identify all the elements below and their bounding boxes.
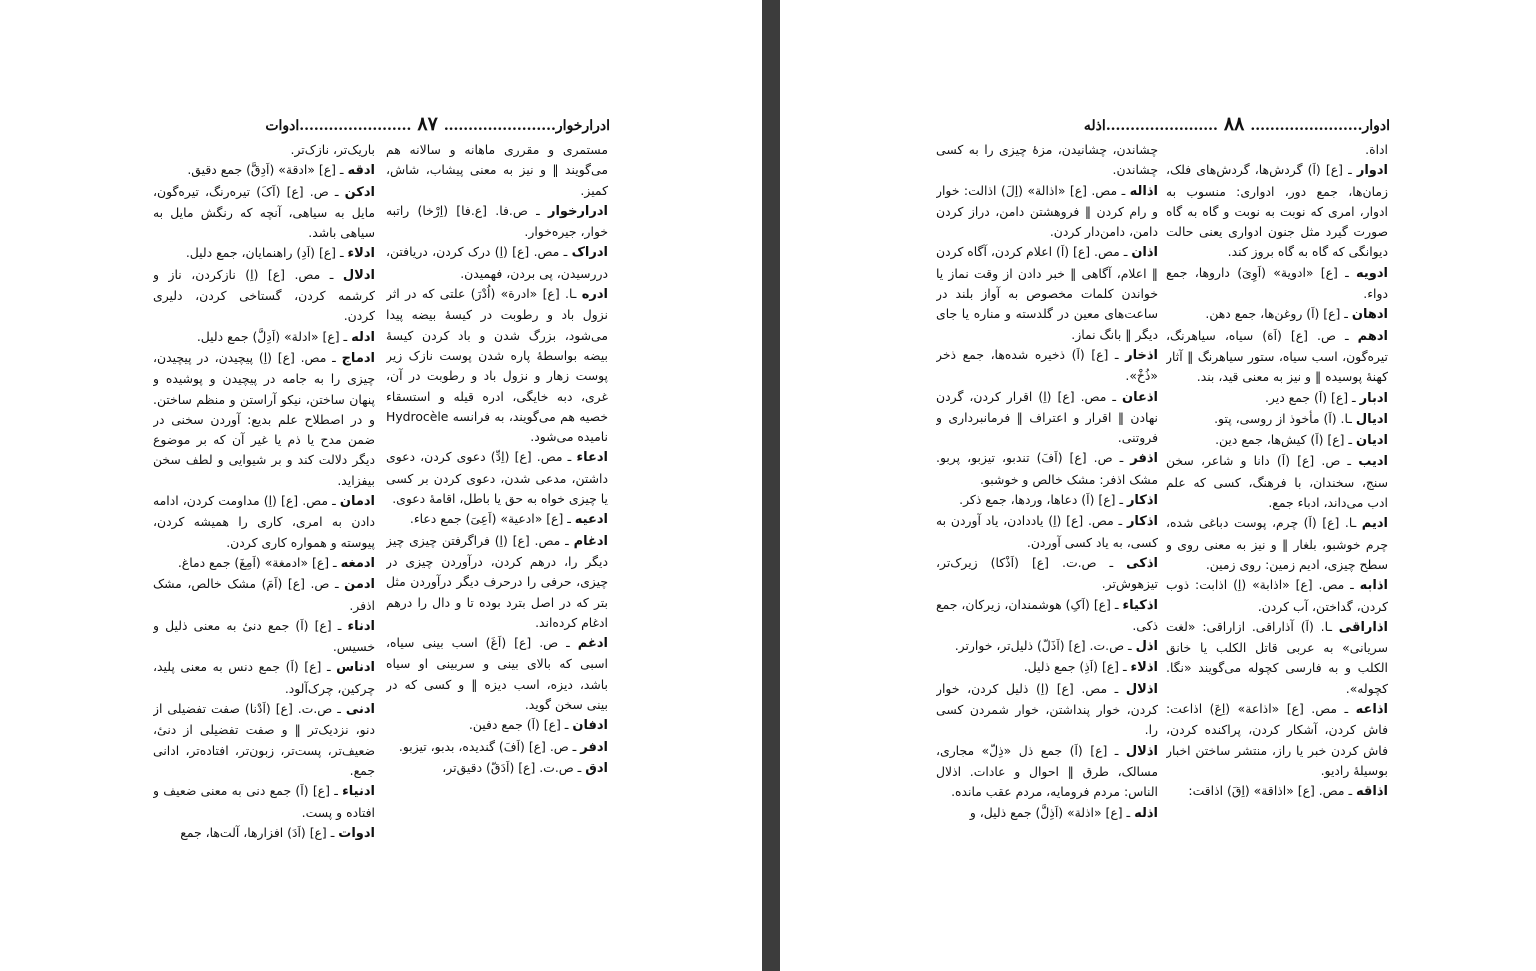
entry-headword: ادلال [342, 267, 375, 283]
entry-definition: ـ [ع] «ادمغة» (اَمِغَ) جمع دماغ. [177, 554, 341, 570]
entry-headword: ادقه [347, 163, 375, 179]
dictionary-entry [386, 201, 608, 243]
header-last-word: ادوات [265, 118, 300, 134]
entry-definition: ـ مص. [ع] «اذابة» (اِ) اذابت: ذوب کردن، گداختن، آب کردن. [1166, 577, 1388, 614]
entry-headword: ادله [351, 329, 375, 345]
entry-definition: ـ [ع] «ادقة» (اَدِقَّ) جمع دقیق. [187, 162, 348, 178]
entry-headword: ادغم [577, 636, 608, 652]
entry-definition: ـا. (اَ) آذاراقی. ازاراقی: «لغت سریانی» به عربی قاتل الکلب یا خانق الکلب و به فارسی کچوله می‌گویند «نگا. کچوله». [1166, 618, 1388, 696]
entry-definition: ـ ص.ت. [ع] (اَذْکا) زیرک‌تر، تیزهوش‌تر. [936, 554, 1158, 592]
dictionary-entry [936, 242, 1158, 344]
text-column-left [153, 140, 375, 840]
dictionary-entry [386, 737, 608, 758]
entry-definition: ـ [ع] (اَذِ) جمع ذلیل. [1023, 659, 1131, 675]
dictionary-entry [386, 140, 608, 201]
right-page [780, 0, 1536, 971]
entry-definition: ـ [ع] (اَ) دعاها، وردها، جمع ذکر. [959, 492, 1127, 508]
entry-definition: ـا. [ع] (اَ) چرم، پوست دباغی شده، چرم خوشبو، بلغار ‖ و نیز به معنی روی و سطح چیزی، ادیم زمین: روی زمین. [1166, 515, 1388, 572]
text-column-right [1166, 140, 1388, 840]
entry-definition: ـ ص. [ع] (اَفَ) تندبو، تیزبو، پربو. مشک اذفر: مشک خالص و خوشبو. [936, 450, 1158, 487]
header-last-word: اذله [1083, 118, 1106, 134]
entry-definition: ـ مص. [ع] (اِ) یاددادن، یاد آوردن به کسی، به یاد کسی آوردن. [936, 513, 1158, 550]
dictionary-entry [1166, 409, 1388, 430]
entry-definition: ـا. (اَ) مأخوذ از روسی، پتو. [1214, 410, 1356, 426]
dictionary-entry [386, 715, 608, 736]
page-number: ۸۷ [417, 113, 438, 135]
entry-definition: ـ [ع] (اَ) جمع دفین. [468, 717, 573, 733]
entry-headword: ادفان [572, 718, 608, 734]
entry-headword: ادمغه [340, 555, 375, 571]
entry-definition: ـ مص. [ع] (اِدِّ) دعوی کردن، دعوی داشتن، مدعی شدن، دعوی کردن بر کسی یا چیزی خواه به حق یا باطل، اقامهٔ دعوی. [386, 449, 608, 507]
dictionary-entry [153, 327, 375, 348]
dictionary-entry [153, 616, 375, 658]
entry-definition: ـ مص. [ع] (اِ) فراگرفتن چیزی چیز دیگر را، درهم کردن، درآوردن چیزی در چیزی، حرفی را درحرف دیگر درآوردن مثل بتر که در اصل بترد بوده تا و دال را درهم ادغام کرده‌اند. [386, 532, 608, 630]
dictionary-entry [936, 490, 1158, 511]
entry-definition: ـ ص.ت. [ع] (اَدْنا) صفت تفضیلی از دنو، نزدیک‌تر ‖ و صفت تفضیلی از دنیٔ، ضعیف‌تر، پست‌تر، زبون‌تر، افتاده‌تر، ادانی جمع. [153, 701, 375, 778]
dictionary-entry [153, 160, 375, 181]
entry-definition: ـ ص.ت. [ع] (اَذَلّ) ذلیل‌تر، خوارتر. [954, 638, 1136, 654]
dictionary-entry [936, 679, 1158, 741]
dictionary-entry [386, 633, 608, 715]
dictionary-entry [153, 657, 375, 699]
dictionary-entry [936, 140, 1158, 181]
entry-definition: ـ [ع] «ادویة» (اَوِیَ) داروها، جمع دواء. [1166, 264, 1388, 302]
dictionary-entry [936, 741, 1158, 803]
entry-definition: باریک‌تر، نازک‌تر. [290, 142, 375, 157]
entry-definition: ـ [ع] (اَ) گردش‌ها، گردش‌های فلک، زمان‌ها، جمع دور، ادواری: منسوب به ادوار، امری که نوبت به نوبت و گاه به گاه صورت گیرد مثل جنون ادواری یعنی حالت دیوانگی که گاه به گاه بروز کند. [1166, 162, 1388, 260]
dictionary-entry [1166, 430, 1388, 451]
entry-definition: ـ ص. [ع] (اَهَ) سیاه، سیاهرنگ، تیره‌گون، اسب سیاه، ستور سیاهرنگ ‖ آثار کهنهٔ پوسیده ‖ و نیز به معنی قید، بند. [1166, 327, 1388, 385]
entry-headword: اذکار [1126, 514, 1158, 530]
entry-headword: ادیال [1355, 411, 1388, 427]
entry-definition: ـ [ع] (اَ) جمع ذل «ذِلّ» مجاری، مسالک، طرق ‖ احوال و عادات. اذلال الناس: مردم فرومایه، مردم عقب مانده. [936, 742, 1158, 800]
entry-headword: ادوات [338, 825, 375, 840]
header-dots: ....................... [1105, 118, 1218, 134]
dictionary-entry [386, 758, 608, 779]
entry-definition: ـ مص. [ع] (اِ) مداومت کردن، ادامه دادن به امری، کاری را همیشه کردن، پیوسته و همواره کاری کردن. [153, 493, 375, 550]
entry-headword: ادکن [344, 184, 375, 200]
entry-definition: ـ مص. [ع] (اِ) ذلیل کردن، خوار کردن، خوار پنداشتن، خوار شمردن کسی را. [936, 680, 1158, 738]
entry-headword: اذاله [1129, 183, 1158, 199]
entry-headword: اذکیاء [1122, 597, 1158, 613]
text-column-left [936, 140, 1158, 840]
dictionary-entry [153, 781, 375, 823]
dictionary-entry [1166, 326, 1388, 388]
entry-definition: ـ [ع] (اَ) جمع دنیٔ به معنی ذلیل و خسیس. [153, 617, 375, 655]
entry-headword: ادماج [341, 350, 375, 366]
entry-headword: اذخار [1125, 347, 1158, 363]
entry-headword: ادیب [1358, 454, 1388, 470]
dictionary-entry [1166, 451, 1388, 513]
entry-headword: ادرارخوار [547, 203, 608, 219]
dictionary-entry [936, 448, 1158, 490]
entry-definition: ـ [ع] (اَ) ذخیره شده‌ها، جمع ذخر «ذُخْ». [936, 346, 1158, 384]
header-first-word: ادوار [1362, 118, 1390, 134]
entry-definition: ـ [ع] «ادعیة» (اَعِیَ) جمع دعاء. [409, 511, 575, 527]
dictionary-entry [153, 265, 375, 327]
entry-headword: اذان [1131, 245, 1158, 261]
dictionary-entry [1166, 781, 1388, 802]
entry-definition: ـ ص. [ع] (اَفَ) گندیده، بدبو، تیزبو. [398, 738, 581, 754]
entry-headword: ادمان [339, 494, 375, 510]
entry-headword: ادراک [571, 245, 608, 261]
dictionary-entry [153, 823, 375, 840]
dictionary-entry [936, 553, 1158, 595]
entry-definition: ـ مص. [ع] «اذاعة» (اِعَ) اذاعت: فاش کردن، آشکار کردن، پراکنده کردن، فاش کردن خبر یا راز، منتشر ساختن اخبار بوسیلهٔ رادیو. [1166, 701, 1388, 778]
entry-headword: ادره [581, 287, 608, 303]
header-dots: ....................... [443, 118, 556, 134]
entry-headword: اذلال [1125, 681, 1158, 697]
dictionary-entry [1166, 263, 1388, 305]
dictionary-entry [386, 509, 608, 530]
dictionary-entry [936, 803, 1158, 824]
entry-headword: اذفر [1130, 451, 1158, 467]
entry-headword: ادبار [1359, 390, 1388, 406]
entry-headword: ادعاء [576, 450, 608, 466]
book-spine-gutter [762, 0, 780, 971]
dictionary-entry [153, 553, 375, 574]
dictionary-entry [153, 182, 375, 244]
entry-definition: ـ [ع] «اذلة» (اَذِلَّ) جمع ذلیل، و [969, 804, 1135, 820]
dictionary-entry [386, 447, 608, 509]
entry-definition: ـ [ع] (اَ) جمع دنی به معنی ضعیف و افتاده و پست. [153, 783, 375, 820]
entry-definition: ـ مص. [ع] (اِ) نازکردن، ناز و کرشمه کردن، گستاخی کردن، دلیری کردن. [153, 266, 375, 324]
dictionary-entry [936, 387, 1158, 449]
entry-headword: اذل [1135, 639, 1158, 655]
entry-headword: ادنیاء [342, 784, 375, 800]
dictionary-entry [1166, 388, 1388, 409]
entry-headword: ادویه [1356, 265, 1388, 281]
entry-headword: اذاعه [1355, 702, 1388, 718]
entry-definition: ـ مص. [ع] «اذالة» (اِلَ) اذالت: خوار و رام کردن ‖ فروهشتن دامن، دراز کردن دامن، دامن‌دار کردن. [936, 182, 1158, 240]
entry-definition: ـ ص. [ع] (اَ) دانا و شاعر، سخن سنج، سخندان، با فرهنگ، کسی که علم ادب می‌داند، ادباء جمع. [1166, 453, 1388, 511]
entry-headword: ادمن [344, 577, 375, 593]
entry-headword: ادیم [1361, 516, 1388, 532]
entry-definition: ـ ص.ت. [ع] (اَدَقّ) دقیق‌تر، [442, 759, 586, 775]
dictionary-entry [386, 242, 608, 284]
dictionary-entry [936, 345, 1158, 387]
dictionary-entry [1166, 699, 1388, 781]
header-dots: ....................... [299, 118, 412, 134]
entry-headword: اذکار [1126, 493, 1158, 509]
dictionary-entry [386, 284, 608, 447]
page-number: ۸۸ [1223, 113, 1245, 135]
entry-definition: ـ [ع] (اَ) جمع دیر. [1264, 389, 1360, 405]
dictionary-entry [936, 657, 1158, 678]
entry-definition: ـا. [ع] «ادرة» (اُدْرَ) علتی که در اثر نزول باد و رطوبت در کیسهٔ بیضه پیدا می‌شود، بزرگ شدن و باد کردن کیسهٔ بیضه بواسطهٔ پاره شدن پوست نازک زیر پوست زهار و نزول باد و رطوبت در آن، غری، دبه خایگی، ادره قیله و استسقاء خصیه هم می‌گویند، به فرانسه Hydrocèle نامیده می‌شود. [386, 286, 608, 445]
entry-definition: ـ [ع] «ادلة» (اَدِلَّ) جمع دلیل. [196, 328, 352, 344]
entry-definition: مستمری و مقرری ماهانه و سالانه هم می‌گویند ‖ و نیز به معنی پیشاب، شاش، کمیز. [386, 142, 608, 198]
dictionary-entry [936, 636, 1158, 657]
entry-headword: ادلاء [347, 246, 375, 262]
entry-definition: ـ [ع] (اَدَ) افزارها، آلت‌ها، جمع [180, 824, 339, 840]
dictionary-entry [153, 243, 375, 264]
dictionary-entry [1166, 304, 1388, 325]
dictionary-entry [153, 140, 375, 160]
entry-headword: ادناس [336, 660, 375, 676]
header-first-word: ادرارخوار [555, 118, 610, 134]
entry-headword: اذابه [1359, 578, 1388, 594]
entry-headword: ادوار [1356, 163, 1388, 179]
dictionary-entry [153, 348, 375, 491]
entry-definition: ـ مص. [ع] (اِ) درک کردن، دریافتن، دررسیدن، پی بردن، فهمیدن. [386, 244, 608, 281]
entry-definition: اداة. [1365, 142, 1388, 157]
entry-definition: ـ مص. [ع] (اَ) اعلام کردن، آگاه کردن ‖ اعلام، آگاهی ‖ خبر دادن از وقت نماز یا خواندن کلمات مخصوص به آواز بلند در ساعت‌های معین در گلدسته و مناره یا جای دیگر ‖ بانگ نماز. [936, 244, 1158, 342]
entry-headword: اذاقه [1356, 784, 1388, 800]
entry-headword: ادیان [1356, 433, 1388, 449]
page-header [936, 112, 1390, 136]
dictionary-entry [1166, 513, 1388, 575]
header-dots: ....................... [1250, 118, 1363, 134]
entry-definition: ـ ص.فا. [ع.فا] (اِرْخا) راتبه خوار، جیره‌خوار. [386, 202, 608, 240]
entry-headword: ادناء [347, 618, 375, 634]
entry-definition: ـ [ع] (اَ) کیش‌ها، جمع دین. [1215, 432, 1356, 448]
entry-headword: اذلال [1125, 743, 1158, 759]
dictionary-entry [936, 181, 1158, 243]
dictionary-entry [153, 491, 375, 553]
entry-headword: ادنی [345, 702, 375, 718]
dictionary-entry [386, 531, 608, 633]
dictionary-entry [936, 511, 1158, 553]
entry-definition: ـ مص. [ع] (اِ) اقرار کردن، گردن نهادن ‖ اقرار و اعتراف ‖ فرمانبرداری و فروتنی. [936, 388, 1158, 446]
page-header [152, 112, 610, 136]
dictionary-entry [153, 699, 375, 781]
entry-headword: ادغام [573, 533, 608, 549]
entry-definition: ـ مص. [ع] (اِ) پیچیدن، در پیچیدن، چیزی را به جامه در پیچیدن و پوشیده و پنهان ساختن، نیکو آراستن و منظم ساختن. و در اصطلاح علم بدیع: آوردن سخنی در ضمن مدح یا ذم یا غیر آن که بر موضوع دیگر دلالت کند و بر شیوایی و لطف سخن بیفزاید. [153, 349, 375, 488]
entry-definition: ـ [ع] (اَ) جمع دنس به معنی پلید، چرکین، چرک‌آلود. [153, 659, 375, 696]
entry-headword: ادهان [1351, 307, 1388, 323]
dictionary-entry [1166, 160, 1388, 262]
entry-headword: ادفر [580, 739, 608, 755]
dictionary-entry [1166, 140, 1388, 160]
text-column-right [386, 140, 608, 840]
dictionary-entry [936, 595, 1158, 637]
entry-definition: ـ [ع] (اَدِ) راهنمایان، جمع دلیل. [185, 245, 348, 261]
entry-headword: اذله [1134, 805, 1158, 821]
entry-definition: ـ ص. [ع] (اَکَ) تیره‌رنگ، تیره‌گون، مایل به سیاهی، آنچه که رنگش مایل به سیاهی باشد. [153, 183, 375, 241]
entry-definition: ـ [ع] (اَ) روغن‌ها، جمع دهن. [1205, 306, 1352, 322]
dictionary-entry [1166, 617, 1388, 699]
entry-definition: ـ مص. [ع] «اذاقة» (اِقَ) اذاقت: [1188, 783, 1357, 799]
dictionary-entry [1166, 575, 1388, 617]
entry-definition: ـ ص. [ع] (اَمَ) مشک خالص، مشک اذفر. [153, 576, 375, 613]
dictionary-entry [153, 574, 375, 616]
entry-definition: چشاندن، چشانیدن، مزهٔ چیزی را به کسی چشاندن. [936, 142, 1158, 178]
entry-definition: ـ [ع] (اَکِ) هوشمندان، زیرکان، جمع ذکی. [936, 596, 1158, 633]
entry-headword: اذاراقی [1338, 619, 1388, 635]
left-page [0, 0, 762, 971]
entry-headword: اذلاء [1130, 660, 1158, 676]
entry-headword: ادهم [1357, 328, 1388, 344]
entry-headword: ادق [585, 760, 608, 776]
entry-headword: اذکی [1126, 555, 1158, 571]
entry-headword: اذعان [1122, 389, 1158, 405]
entry-definition: ـ ص. [ع] (اَغَ) اسب بینی سیاه، اسبی که بالای بینی و سربینی او سیاه باشد، دیزه، اسب دیزه ‖ و کسی که در بینی سخن گوید. [386, 635, 608, 713]
entry-headword: ادعیه [574, 512, 608, 528]
